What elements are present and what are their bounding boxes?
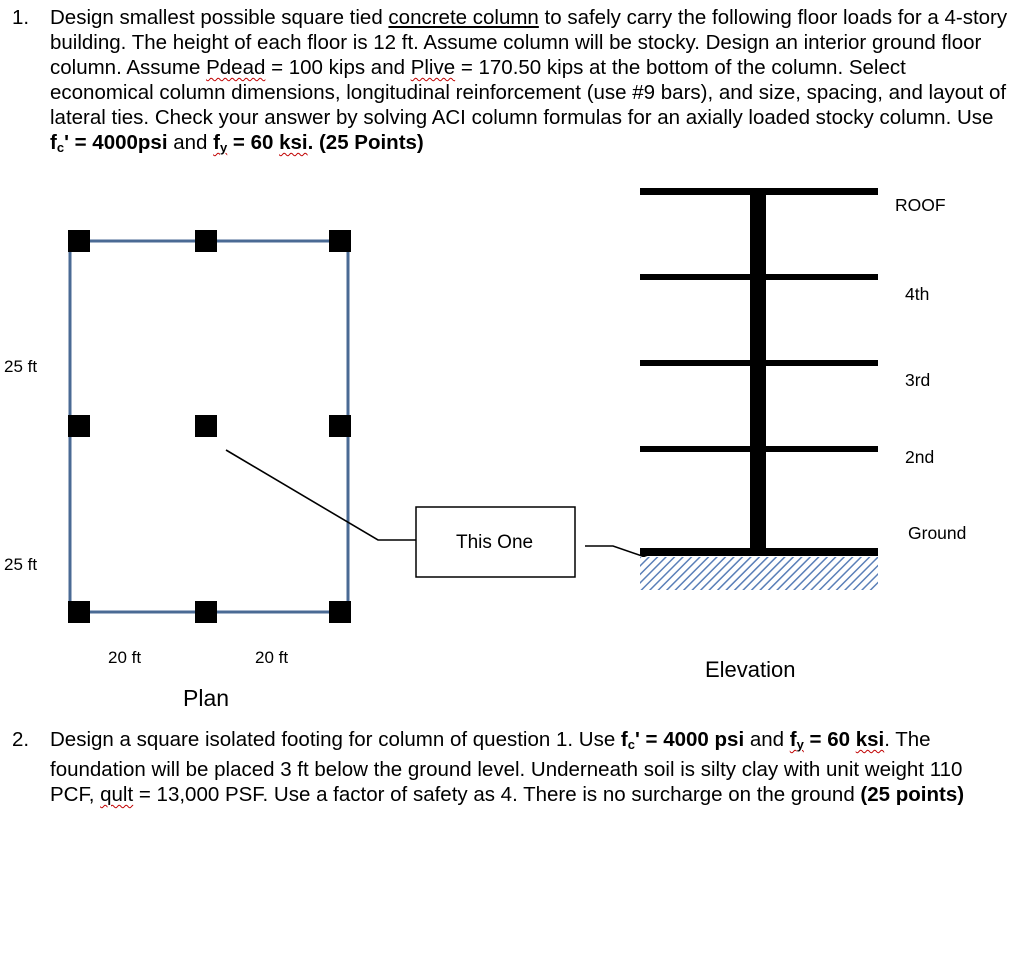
question-text <box>50 727 1012 807</box>
column-elevation <box>750 194 766 551</box>
floor-4th <box>640 274 878 280</box>
question-number: 1. <box>12 6 30 29</box>
ground-slab <box>640 548 878 556</box>
structure-diagram <box>0 170 1024 720</box>
interior-column-marker <box>195 415 217 437</box>
text-run: to safely carry the following floor loads for a 4-story building. The height of each floor is 12 ft. Assume column will be stocky. Design an interior ground floor column. Assume <box>50 6 1008 79</box>
text-run: . The foundation will be placed 3 ft below the ground level. Underneath soil is silty clay with unit weight 110 PCF, <box>50 728 963 806</box>
text-run: and <box>744 728 790 751</box>
column-marker <box>195 230 217 252</box>
floor-3rd <box>640 360 878 366</box>
fc-term: $f_c' = 4000$ psi <box>620 728 745 752</box>
dim-label-25ft-top: 25 ft <box>4 357 38 376</box>
question-text <box>50 5 1012 160</box>
elevation-view <box>640 188 966 682</box>
plan-view <box>4 230 351 711</box>
roof-slab <box>640 188 878 195</box>
dim-label-25ft-bottom: 25 ft <box>4 555 38 574</box>
elevation-title: Elevation <box>705 657 796 682</box>
plan-title: Plan <box>183 685 230 711</box>
dim-label-20ft-right: 20 ft <box>255 648 289 667</box>
level-2nd: 2nd <box>905 447 935 467</box>
level-roof: ROOF <box>895 195 946 215</box>
fc-term: $f_c' = 4000psi$ <box>50 131 168 155</box>
fy-term: $f_y = 60$ ksi <box>789 728 885 752</box>
points-label: (25 points) <box>860 783 965 806</box>
text-run: = 13,000 PSF. Use a factor of safety as 4. There is no surcharge on the ground <box>133 783 861 806</box>
plan-columns <box>68 230 351 623</box>
text-run: = 100 kips and <box>265 56 411 79</box>
column-marker <box>329 601 351 623</box>
floor-2nd <box>640 446 878 452</box>
question-2 <box>12 727 1012 807</box>
qult-term: qult <box>100 783 134 806</box>
plive-term: Plive <box>410 56 456 79</box>
level-ground: Ground <box>908 523 967 543</box>
column-marker <box>195 601 217 623</box>
column-marker <box>329 415 351 437</box>
ground-hatch <box>640 557 878 590</box>
concrete-column-link[interactable]: concrete column <box>388 6 539 29</box>
level-3rd: 3rd <box>905 370 931 390</box>
question-number: 2. <box>12 728 30 751</box>
text-run: Design smallest possible square tied <box>50 6 389 29</box>
fy-term: $f_y = 60$ ksi. (25 Points) <box>213 131 424 155</box>
text-run: Design a square isolated footing for column of question 1. Use <box>50 728 621 751</box>
level-4th: 4th <box>905 284 930 304</box>
callout-leader-left <box>226 450 416 540</box>
column-marker <box>329 230 351 252</box>
column-marker <box>68 230 90 252</box>
column-marker <box>68 601 90 623</box>
dim-label-20ft-left: 20 ft <box>108 648 142 667</box>
column-marker <box>68 415 90 437</box>
callout-label: This One <box>456 532 534 553</box>
pdead-term: Pdead <box>206 56 266 79</box>
question-1 <box>12 5 1012 160</box>
text-run: = 170.50 kips at the bottom of the column. Select economical column dimensions, longitudinal reinforcement (use #9 bars), and size, spacing, and layout of lateral ties. Check your answer by solving ACI column formulas for an axially loaded stocky column. Use <box>50 56 1007 129</box>
text-run: and <box>167 131 214 154</box>
